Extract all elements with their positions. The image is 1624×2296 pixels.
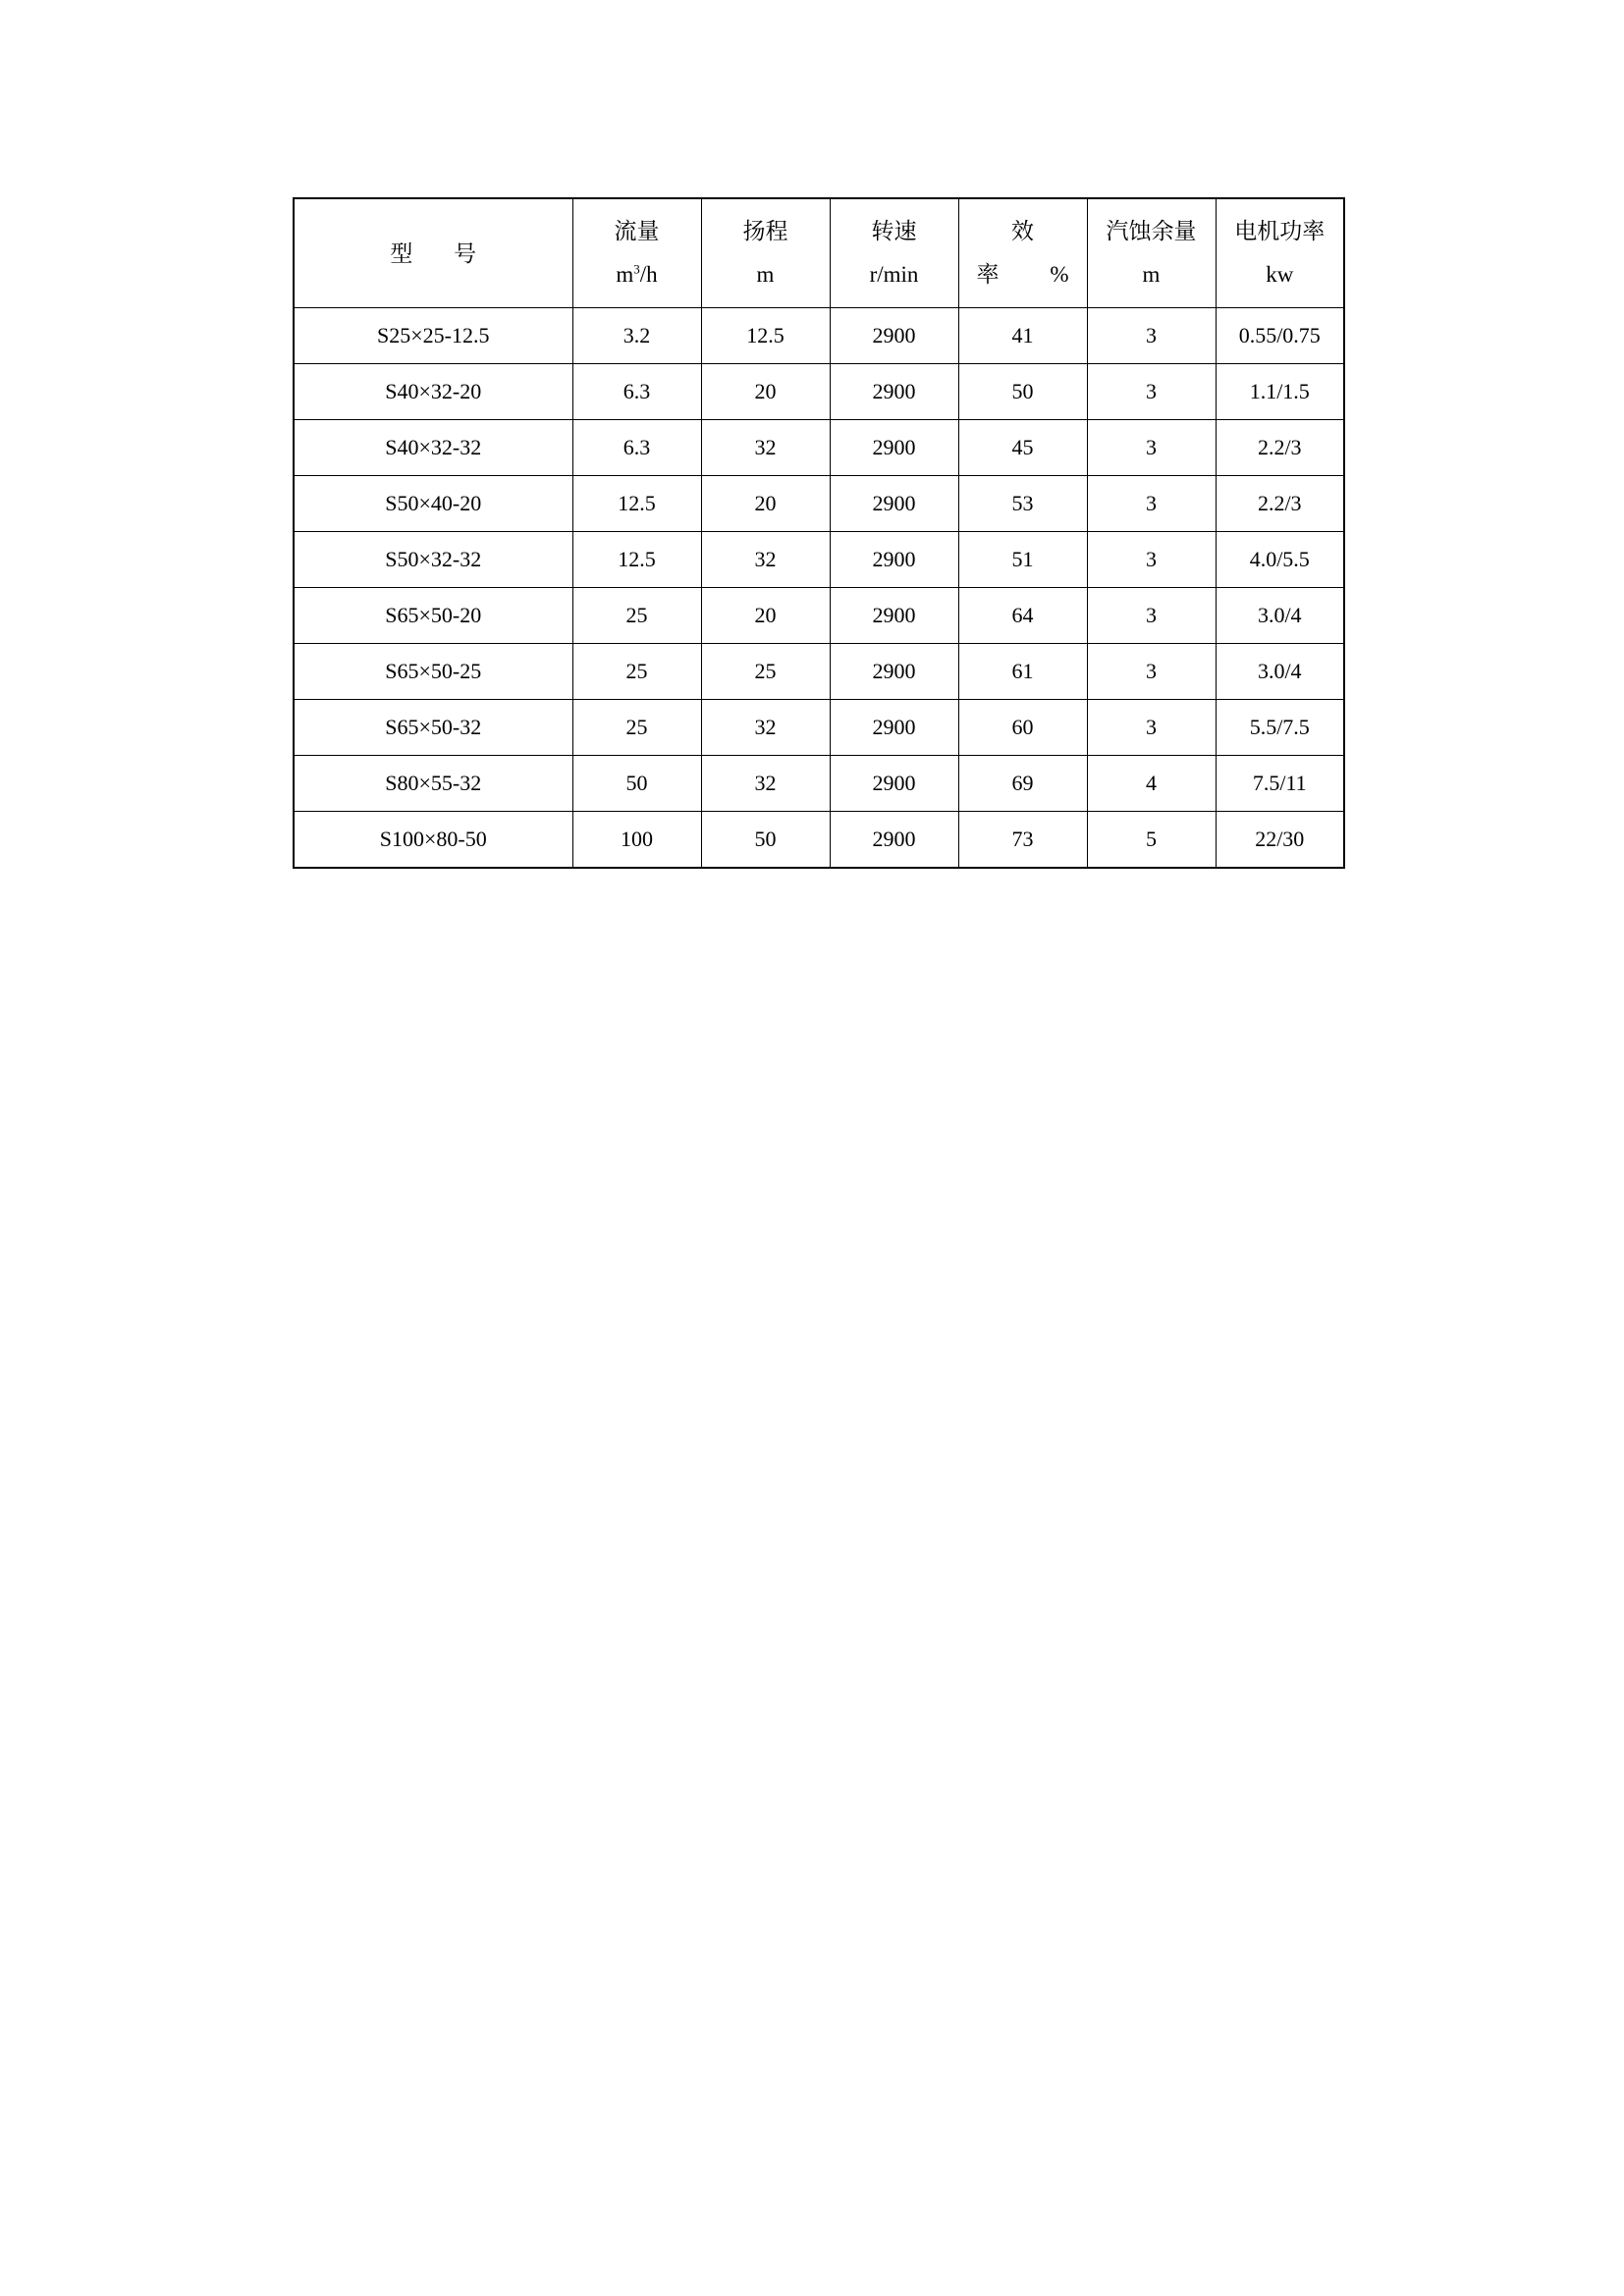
cell-npsh: 3 <box>1087 476 1216 532</box>
cell-power: 7.5/11 <box>1216 756 1344 812</box>
table-row <box>294 644 1344 700</box>
cell-speed: 2900 <box>830 532 958 588</box>
cell-model: S65×50-32 <box>294 700 572 756</box>
cell-power: 3.0/4 <box>1216 644 1344 700</box>
cell-efficiency: 69 <box>958 756 1087 812</box>
cell-efficiency: 41 <box>958 308 1087 364</box>
cell-flow: 25 <box>572 588 701 644</box>
cell-head: 20 <box>701 364 830 420</box>
cell-efficiency: 53 <box>958 476 1087 532</box>
cell-speed: 2900 <box>830 476 958 532</box>
cell-flow: 6.3 <box>572 420 701 476</box>
header-efficiency <box>958 198 1087 308</box>
header-flow-label: 流量 <box>614 219 660 243</box>
header-efficiency-label-bottom: 率 <box>976 262 1000 287</box>
header-npsh <box>1087 198 1216 308</box>
cell-speed: 2900 <box>830 756 958 812</box>
cell-head: 32 <box>701 532 830 588</box>
cell-head: 32 <box>701 756 830 812</box>
cell-efficiency: 50 <box>958 364 1087 420</box>
table-body <box>294 308 1344 869</box>
cell-flow: 12.5 <box>572 532 701 588</box>
cell-model: S40×32-20 <box>294 364 572 420</box>
table-row <box>294 476 1344 532</box>
header-model: 型 号 <box>294 198 572 308</box>
cell-model: S65×50-25 <box>294 644 572 700</box>
cell-speed: 2900 <box>830 588 958 644</box>
header-head <box>701 198 830 308</box>
cell-npsh: 3 <box>1087 532 1216 588</box>
table-row <box>294 756 1344 812</box>
cell-head: 20 <box>701 476 830 532</box>
header-head-unit: m <box>756 262 775 287</box>
cell-flow: 12.5 <box>572 476 701 532</box>
header-power-unit: kw <box>1266 262 1294 287</box>
header-efficiency-bottom <box>959 253 1087 296</box>
cell-flow: 25 <box>572 700 701 756</box>
header-efficiency-label-top: 效 <box>1011 219 1034 243</box>
header-npsh-unit: m <box>1142 262 1161 287</box>
cell-npsh: 3 <box>1087 644 1216 700</box>
header-efficiency-unit: % <box>1050 262 1069 287</box>
cell-speed: 2900 <box>830 364 958 420</box>
cell-npsh: 3 <box>1087 420 1216 476</box>
cell-power: 2.2/3 <box>1216 420 1344 476</box>
header-speed <box>830 198 958 308</box>
cell-npsh: 3 <box>1087 700 1216 756</box>
cell-flow: 6.3 <box>572 364 701 420</box>
cell-npsh: 3 <box>1087 588 1216 644</box>
cell-npsh: 3 <box>1087 308 1216 364</box>
cell-speed: 2900 <box>830 700 958 756</box>
cell-power: 1.1/1.5 <box>1216 364 1344 420</box>
header-power-label: 电机功率 <box>1234 219 1326 243</box>
cell-speed: 2900 <box>830 644 958 700</box>
cell-power: 3.0/4 <box>1216 588 1344 644</box>
cell-power: 5.5/7.5 <box>1216 700 1344 756</box>
cell-head: 32 <box>701 700 830 756</box>
table-header <box>294 198 1344 308</box>
cell-head: 50 <box>701 812 830 869</box>
cell-speed: 2900 <box>830 812 958 869</box>
header-row <box>294 198 1344 308</box>
cell-model: S40×32-32 <box>294 420 572 476</box>
table-row <box>294 812 1344 869</box>
cell-power: 22/30 <box>1216 812 1344 869</box>
cell-model: S25×25-12.5 <box>294 308 572 364</box>
cell-head: 12.5 <box>701 308 830 364</box>
cell-efficiency: 73 <box>958 812 1087 869</box>
table-row <box>294 364 1344 420</box>
cell-head: 32 <box>701 420 830 476</box>
cell-head: 25 <box>701 644 830 700</box>
cell-head: 20 <box>701 588 830 644</box>
header-head-label: 扬程 <box>742 219 788 243</box>
cell-efficiency: 45 <box>958 420 1087 476</box>
cell-model: S100×80-50 <box>294 812 572 869</box>
table-row <box>294 420 1344 476</box>
table-row <box>294 532 1344 588</box>
table-row <box>294 588 1344 644</box>
cell-model: S50×32-32 <box>294 532 572 588</box>
cell-efficiency: 64 <box>958 588 1087 644</box>
table-row <box>294 308 1344 364</box>
cell-flow: 50 <box>572 756 701 812</box>
cell-efficiency: 51 <box>958 532 1087 588</box>
pump-spec-table <box>293 197 1345 869</box>
header-power <box>1216 198 1344 308</box>
header-npsh-label: 汽蚀余量 <box>1106 219 1197 243</box>
cell-speed: 2900 <box>830 420 958 476</box>
cell-npsh: 4 <box>1087 756 1216 812</box>
cell-power: 0.55/0.75 <box>1216 308 1344 364</box>
cell-npsh: 5 <box>1087 812 1216 869</box>
header-speed-unit: r/min <box>869 262 919 287</box>
cell-efficiency: 61 <box>958 644 1087 700</box>
cell-npsh: 3 <box>1087 364 1216 420</box>
header-speed-label: 转速 <box>871 219 917 243</box>
table-row <box>294 700 1344 756</box>
cell-flow: 25 <box>572 644 701 700</box>
cell-flow: 3.2 <box>572 308 701 364</box>
cell-efficiency: 60 <box>958 700 1087 756</box>
header-flow-unit: $m^3/h$ <box>616 261 658 287</box>
cell-model: S80×55-32 <box>294 756 572 812</box>
cell-model: S65×50-20 <box>294 588 572 644</box>
cell-flow: 100 <box>572 812 701 869</box>
cell-model: S50×40-20 <box>294 476 572 532</box>
cell-power: 4.0/5.5 <box>1216 532 1344 588</box>
cell-power: 2.2/3 <box>1216 476 1344 532</box>
cell-speed: 2900 <box>830 308 958 364</box>
header-flow <box>572 198 701 308</box>
